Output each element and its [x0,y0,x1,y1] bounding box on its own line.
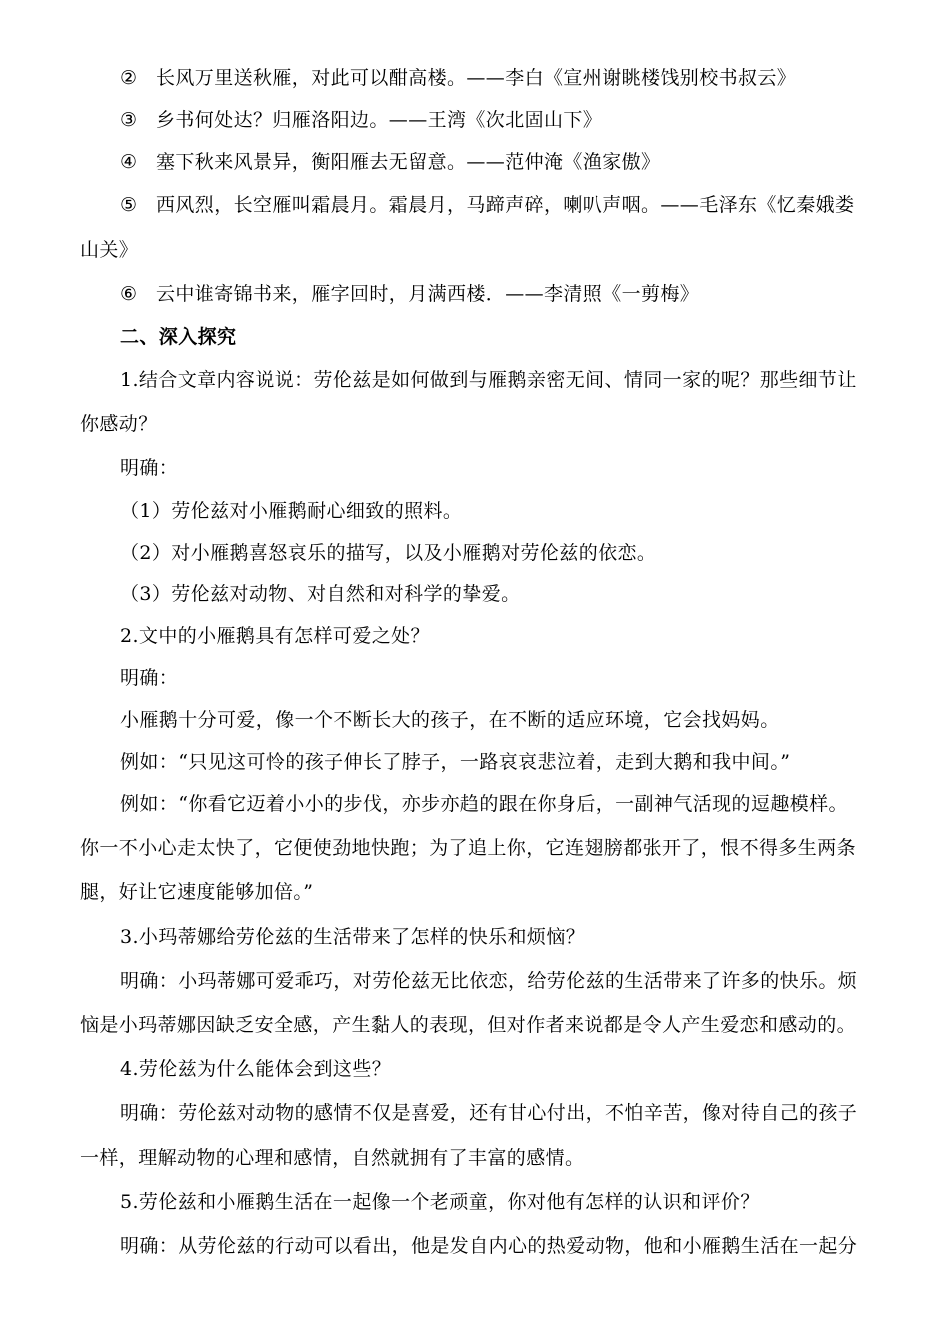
question-2: 2.文中的小雁鹅具有怎样可爱之处？ [120,625,430,647]
answer-text: 明确：从劳伦兹的行动可以看出，他是发自内心的热爱动物，他和小雁鹅生活在一起分 [120,1235,858,1257]
example-2-cont: 你一不小心走太快了，它便使劲地快跑；为了追上你，它连翅膀都张开了，恨不得多生两条 [80,837,857,859]
poem-number: ⑥ [120,283,138,305]
poem-number: ⑤ [120,194,138,216]
poem-line-3 [120,108,602,132]
poem-number: ② [120,67,138,89]
poem-line-6 [120,282,699,306]
poem-number: ③ [120,109,138,131]
question-5: 5.劳伦兹和小雁鹅生活在一起像一个老顽童，你对他有怎样的认识和评价？ [120,1191,760,1213]
example-1: 例如：“只见这可怜的孩子伸长了脖子，一路哀哀悲泣着，走到大鹅和我中间。” [120,751,791,773]
poem-text: 乡书何处达？归雁洛阳边。——王湾《次北固山下》 [156,109,603,131]
answer-text: 小雁鹅十分可爱，像一个不断长大的孩子，在不断的适应环境，它会找妈妈。 [120,709,780,731]
poem-text: 云中谁寄锦书来，雁字回时，月满西楼．——李清照《一剪梅》 [156,283,700,305]
poem-text: 长风万里送秋雁，对此可以酣高楼。——李白《宣州谢眺楼饯别校书叔云》 [156,67,797,89]
poem-line-5-cont: 山关》 [80,239,139,261]
section-heading: 二、深入探究 [120,326,237,348]
poem-text: 西风烈，长空雁叫霜晨月。霜晨月，马蹄声碎，喇叭声咽。——毛泽东《忆秦娥娄 [156,194,855,216]
answer-text: 明确：小玛蒂娜可爱乖巧，对劳伦兹无比依恋，给劳伦兹的生活带来了许多的快乐。烦 [120,970,858,992]
question-3: 3.小玛蒂娜给劳伦兹的生活带来了怎样的快乐和烦恼？ [120,926,586,948]
answer-label: 明确： [120,667,179,689]
answer-item: （2）对小雁鹅喜怒哀乐的描写，以及小雁鹅对劳伦兹的依恋。 [120,542,657,564]
poem-line-5 [120,193,854,217]
answer-text-cont: 一样，理解动物的心理和感情，自然就拥有了丰富的感情。 [80,1147,585,1169]
example-2-cont: 腿，好让它速度能够加倍。” [80,881,314,903]
poem-line-2 [120,66,796,90]
answer-label: 明确： [120,457,179,479]
example-2: 例如：“你看它迈着小小的步伐，亦步亦趋的跟在你身后，一副神气活现的逗趣模样。 [120,793,848,815]
poem-line-4 [120,150,660,174]
answer-item: （3）劳伦兹对动物、对自然和对科学的挚爱。 [120,583,521,605]
question-1: 1.结合文章内容说说：劳伦兹是如何做到与雁鹅亲密无间、情同一家的呢？那些细节让 [120,369,857,391]
question-1-cont: 你感动？ [80,413,158,435]
answer-text-cont: 恼是小玛蒂娜因缺乏安全感，产生黏人的表现，但对作者来说都是令人产生爱恋和感动的。 [80,1014,857,1036]
question-4: 4.劳伦兹为什么能体会到这些？ [120,1058,392,1080]
poem-text: 塞下秋来风景异，衡阳雁去无留意。——范仲淹《渔家傲》 [156,151,661,173]
answer-text: 明确：劳伦兹对动物的感情不仅是喜爱，还有甘心付出，不怕辛苦，像对待自己的孩子 [120,1102,858,1124]
poem-number: ④ [120,151,138,173]
answer-item: （1）劳伦兹对小雁鹅耐心细致的照料。 [120,500,463,522]
